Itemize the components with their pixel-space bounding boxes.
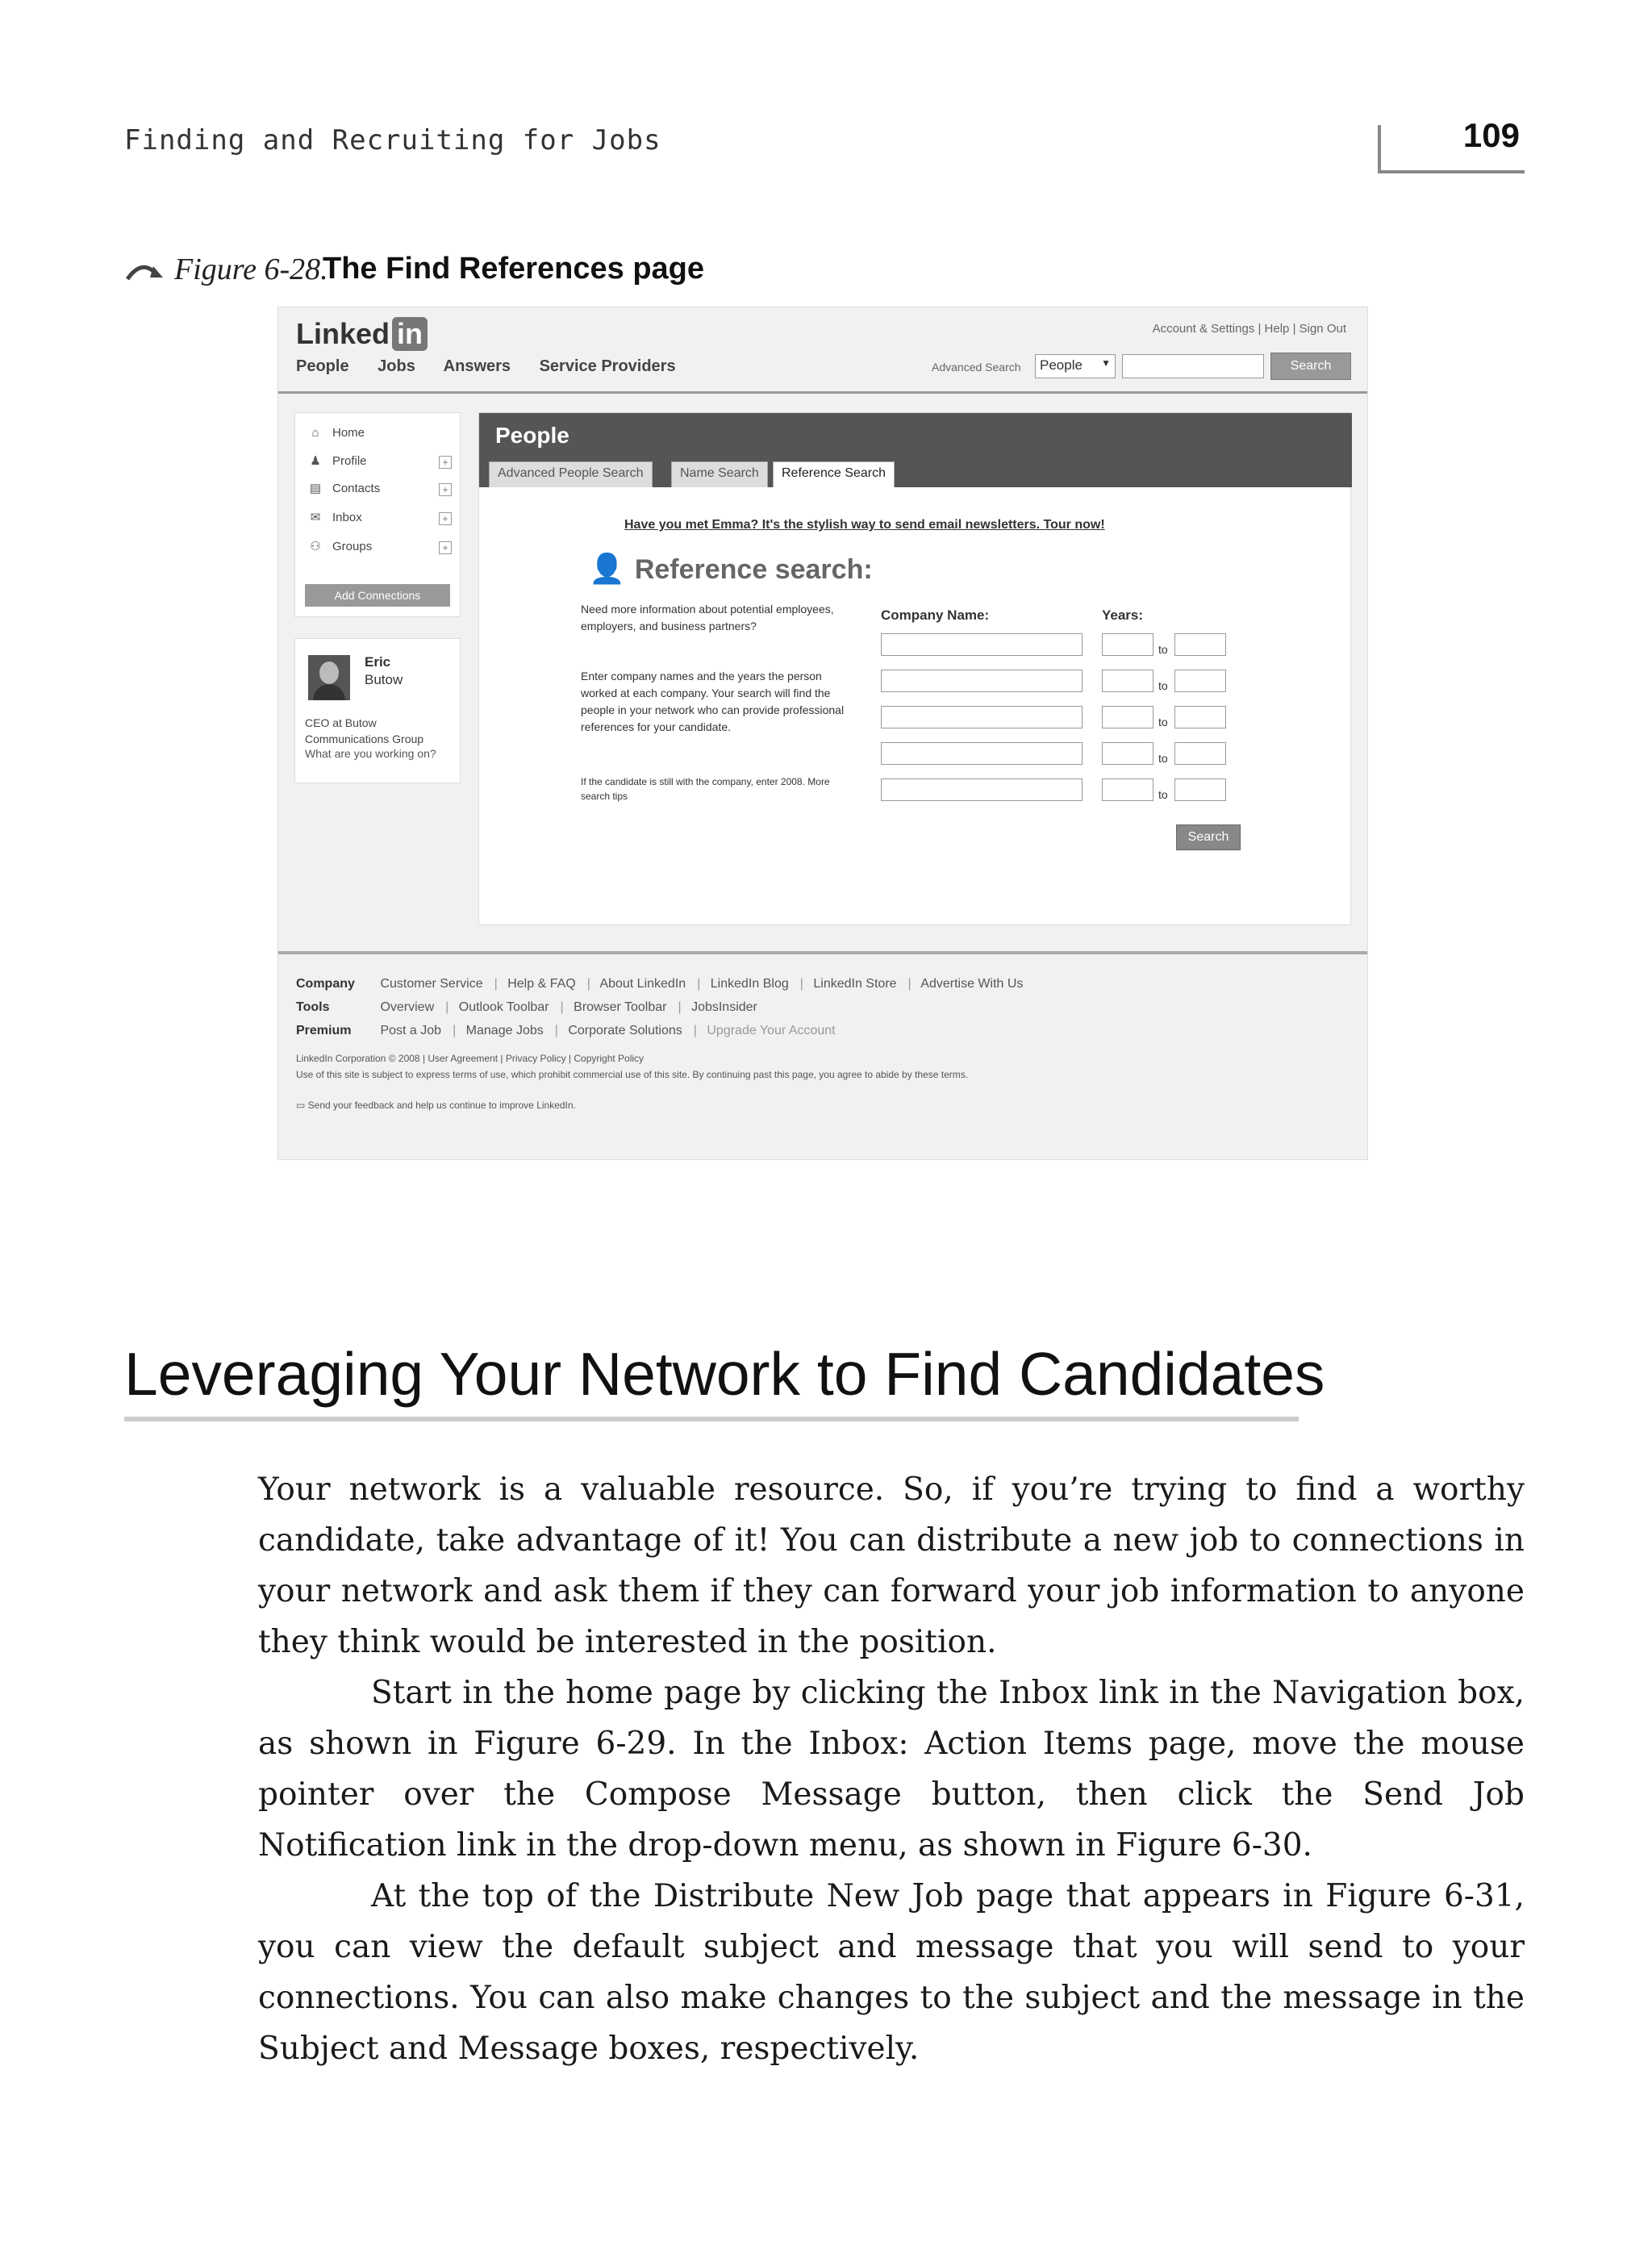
advanced-search-link[interactable]: Advanced Search [932,361,1021,374]
page-title: People [495,423,569,448]
footer-link[interactable]: Manage Jobs [465,1024,544,1037]
tab-reference-search[interactable]: Reference Search [773,461,895,487]
reference-search-button[interactable]: Search [1176,824,1241,850]
groups-icon: ⚇ [310,540,321,553]
year-from-field-5[interactable] [1102,778,1153,801]
footer-divider [278,951,1367,954]
year-from-field-1[interactable] [1102,633,1153,656]
navigation-box [294,412,461,617]
description-tip: If the candidate is still with the company, enter 2008. More search tips [581,776,830,802]
year-to-field-1[interactable] [1174,633,1226,656]
feedback-link[interactable]: ▭ Send your feedback and help us continue to improve LinkedIn. [296,1100,576,1111]
figure-arrow-icon [124,258,165,282]
inbox-icon: ✉ [310,511,321,524]
chevron-down-icon: ▼ [1101,357,1111,369]
sidebar-item-groups[interactable]: ⚇ Groups [307,539,372,553]
footer-terms: Use of this site is subject to express terms of use, which prohibit commercial use of this site. By continuing past this page, you agree to abide by these terms. [296,1069,969,1080]
year-to-field-2[interactable] [1174,670,1226,692]
nav-answers[interactable]: Answers [443,357,511,375]
footer-link[interactable]: Browser Toolbar [574,1000,667,1014]
year-to-field-3[interactable] [1174,706,1226,728]
company-name-field-2[interactable] [881,670,1083,692]
tab-name-search[interactable]: Name Search [671,461,768,487]
feedback-icon: ▭ [296,1100,308,1111]
running-header: Finding and Recruiting for Jobs [124,124,661,157]
footer-row-premium: Premium Post a Job | Manage Jobs | Corporate Solutions | Upgrade Your Account [296,1024,836,1037]
company-name-field-3[interactable] [881,706,1083,728]
to-label: to [1158,788,1168,801]
nav-service-providers[interactable]: Service Providers [539,357,676,375]
sidebar-item-inbox[interactable]: ✉ Inbox [307,510,362,524]
status-prompt[interactable]: What are you working on? [305,747,436,760]
page-number: 109 [1462,116,1520,154]
footer-link[interactable]: Upgrade Your Account [707,1024,836,1037]
reference-search-heading: 👤 Reference search: [589,552,873,585]
expand-icon[interactable]: + [439,541,452,554]
expand-icon[interactable]: + [439,456,452,469]
figure-title: The Find References page [323,252,705,286]
footer-row-tools: Tools Overview | Outlook Toolbar | Browser Toolbar | JobsInsider [296,1000,757,1014]
footer-link[interactable]: Post a Job [380,1024,442,1037]
year-from-field-4[interactable] [1102,742,1153,765]
year-to-field-5[interactable] [1174,778,1226,801]
heading-underline [124,1417,1299,1421]
sidebar-item-home[interactable]: ⌂ Home [307,426,365,440]
to-label: to [1158,716,1168,728]
nav-people[interactable]: People [296,357,349,375]
tab-advanced-people-search[interactable]: Advanced People Search [489,461,653,487]
footer-link[interactable]: Corporate Solutions [568,1024,682,1037]
footer-link[interactable]: Overview [380,1000,435,1014]
sidebar-item-profile[interactable]: ♟ Profile [307,453,367,468]
footer-row-company: Company Customer Service | Help & FAQ | About LinkedIn | LinkedIn Blog | LinkedIn Store | Advertise With Us [296,977,1024,991]
promo-link[interactable]: Have you met Emma? It's the stylish way to send email newsletters. Tour now! [624,518,1105,532]
main-nav [296,357,700,376]
profile-icon: ♟ [310,454,321,468]
company-name-field-1[interactable] [881,633,1083,656]
year-from-field-3[interactable] [1102,706,1153,728]
to-label: to [1158,643,1168,656]
contacts-icon: ▤ [309,482,322,495]
body-paragraph-1: Your network is a valuable resource. So, if you’re trying to find a worthy candidate, take advantage of it! You can distribute a new job to connections in your network and ask them if they can forward your job information to anyone they think would be interested in the position. [258,1471,1525,1660]
header-divider [278,391,1367,394]
expand-icon[interactable]: + [439,512,452,525]
linkedin-screenshot [277,307,1368,1160]
body-paragraph-2: Start in the home page by clicking the Inbox link in the Navigation box, as shown in Figure 6-29. In the Inbox: Action Items page, move the mouse pointer over the Compose Message button, then click the Send Job Notification link in the drop-down menu, as shown in Figure 6-30. [258,1675,1525,1864]
year-to-field-4[interactable] [1174,742,1226,765]
body-paragraph-3: At the top of the Distribute New Job page that appears in Figure 6-31, you can view the default subject and message that you will send to your connections. You can also make changes to the subject and the message in the Subject and Message boxes, respectively. [258,1878,1525,2067]
home-icon: ⌂ [311,426,319,440]
footer-link[interactable]: LinkedIn Store [813,977,897,991]
search-input[interactable] [1122,354,1264,378]
avatar[interactable] [308,655,350,700]
figure-label: Figure 6-28. [174,253,328,286]
footer-link[interactable]: About LinkedIn [599,977,686,991]
top-search-button[interactable]: Search [1270,353,1351,380]
to-label: to [1158,679,1168,692]
linkedin-logo[interactable]: Linked in [296,317,428,351]
sidebar-item-contacts[interactable]: ▤ Contacts [307,481,380,495]
reference-person-icon: 👤 [589,552,625,585]
company-name-field-4[interactable] [881,742,1083,765]
profile-headline: CEO at Butow Communications Group [305,716,424,745]
profile-box [294,638,461,783]
add-connections-button[interactable]: Add Connections [305,584,450,607]
description-intro: Need more information about potential employees, employers, and business partners? [581,603,834,632]
section-heading: Leveraging Your Network to Find Candidates [124,1340,1325,1408]
nav-jobs[interactable]: Jobs [378,357,415,375]
to-label: to [1158,752,1168,765]
people-header [479,413,1352,487]
company-name-label: Company Name: [881,607,990,623]
footer-link[interactable]: LinkedIn Blog [710,977,789,991]
footer-link[interactable]: JobsInsider [691,1000,757,1014]
year-from-field-2[interactable] [1102,670,1153,692]
search-type-select[interactable]: People ▼ [1035,354,1116,378]
account-links[interactable]: Account & Settings | Help | Sign Out [1152,322,1346,336]
description-instructions: Enter company names and the years the person worked at each company. Your search will find the people in your network who can provide professional references for your candidate. [581,670,845,733]
footer-link[interactable]: Outlook Toolbar [458,1000,549,1014]
profile-name[interactable]: Eric Butow [365,654,403,687]
footer-legal[interactable]: LinkedIn Corporation © 2008 | User Agreement | Privacy Policy | Copyright Policy [296,1053,645,1064]
footer-link[interactable]: Advertise With Us [920,977,1024,991]
footer-link[interactable]: Customer Service [380,977,483,991]
footer-link[interactable]: Help & FAQ [507,977,576,991]
main-panel [478,412,1351,925]
years-label: Years: [1102,607,1144,623]
expand-icon[interactable]: + [439,483,452,496]
company-name-field-5[interactable] [881,778,1083,801]
